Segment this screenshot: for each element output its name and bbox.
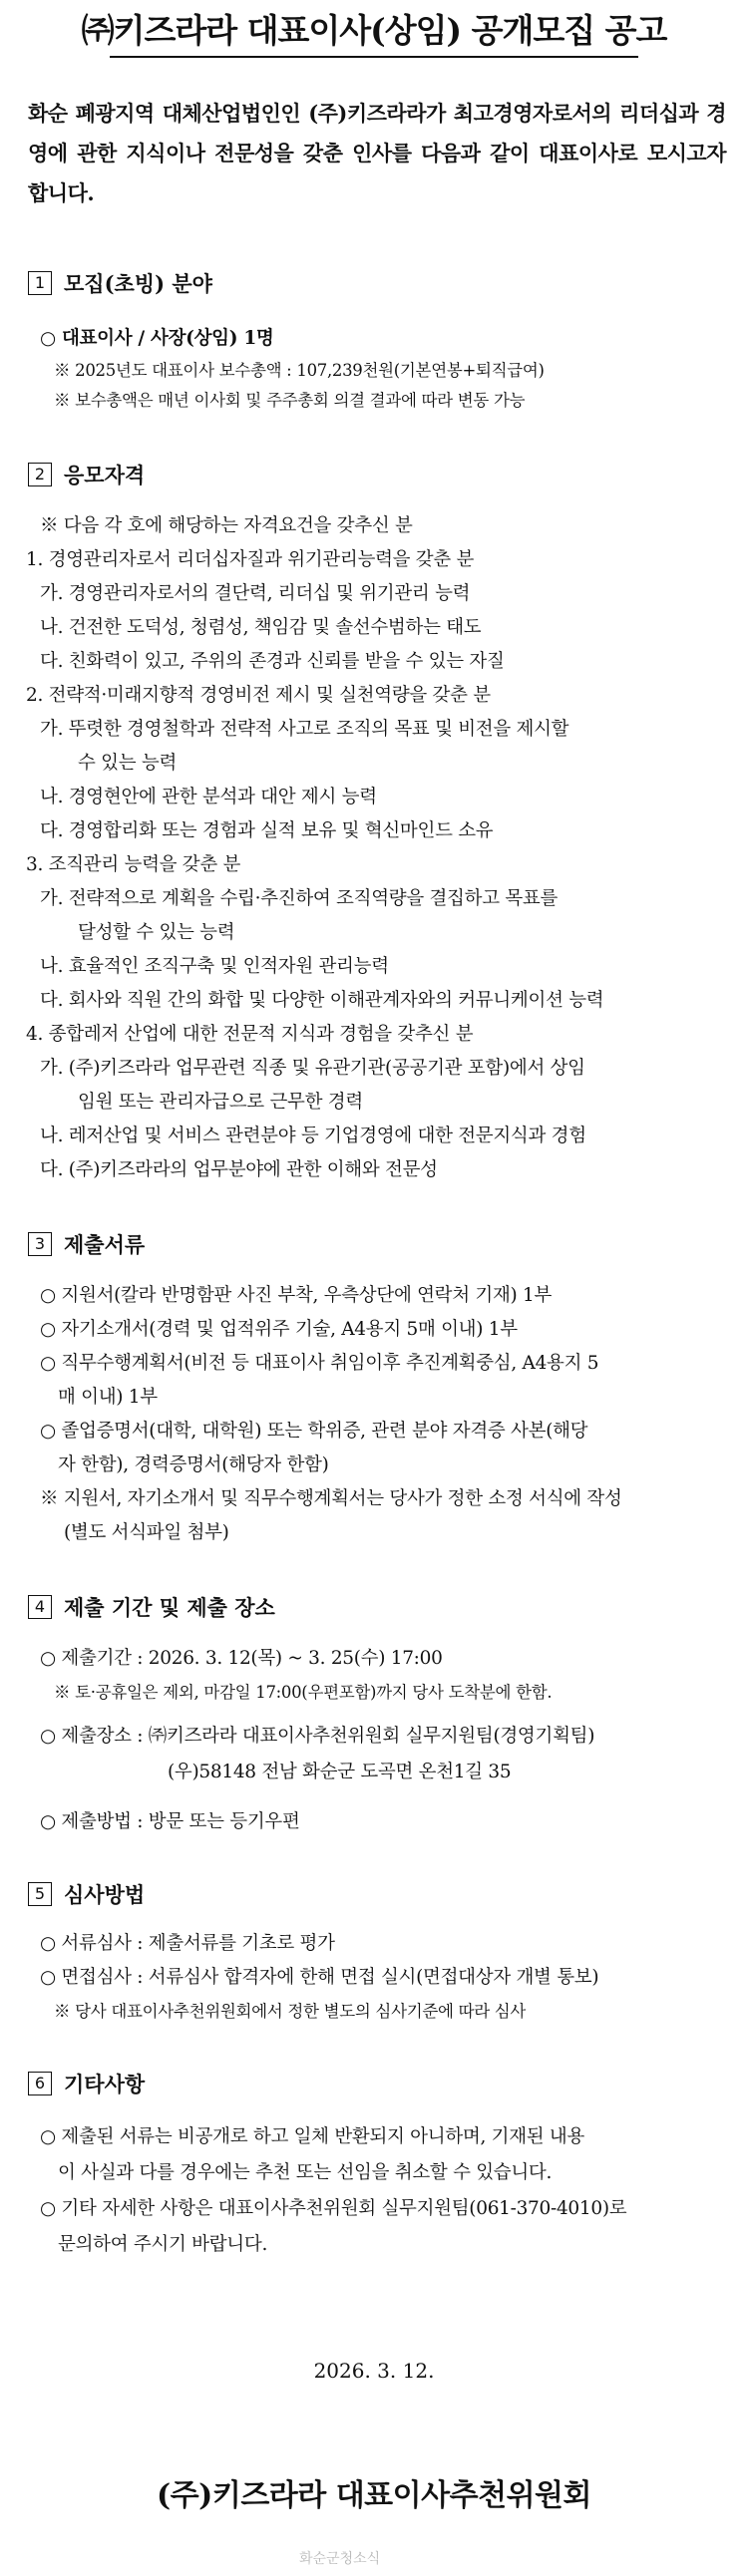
s5-line: ※ 당사 대표이사추천위원회에서 정한 별도의 심사기준에 따라 심사 bbox=[54, 2002, 527, 2021]
s4-line: ※ 토·공휴일은 제외, 마감일 17:00(우편포함)까지 당사 도착분에 한함. bbox=[54, 1683, 553, 1702]
s2-line: 나. 레저산업 및 서비스 관련분야 등 기업경영에 대한 전문지식과 경험 bbox=[40, 1126, 586, 1146]
s3-line: 매 이내) 1부 bbox=[58, 1387, 158, 1408]
watermark: 화순군청소식 bbox=[299, 2551, 381, 2567]
s4-line: ○ 제출장소 : ㈜키즈라라 대표이사추천위원회 실무지원팀(경영기획팀) bbox=[40, 1726, 595, 1747]
section-4-number: 4 bbox=[28, 1595, 52, 1619]
s4-line: ○ 제출기간 : 2026. 3. 12(목) ~ 3. 25(수) 17:00 bbox=[40, 1648, 443, 1669]
section-3-title: 제출서류 bbox=[64, 1232, 146, 1257]
s2-line: 다. 경영합리화 또는 경험과 실적 보유 및 혁신마인드 소유 bbox=[40, 820, 494, 841]
s4-line: (우)58148 전남 화순군 도곡면 온천1길 35 bbox=[168, 1762, 512, 1782]
s2-line: 다. 친화력이 있고, 주위의 존경과 신뢰를 받을 수 있는 자질 bbox=[40, 651, 505, 672]
issuing-organization: (주)키즈라라 대표이사추천위원회 bbox=[156, 2478, 592, 2513]
section-2-number: 2 bbox=[28, 463, 52, 486]
s2-line: 달성할 수 있는 능력 bbox=[78, 922, 235, 943]
section-2-title: 응모자격 bbox=[64, 463, 146, 487]
s5-line: ○ 면접심사 : 서류심사 합격자에 한해 면접 실시(면접대상자 개별 통보) bbox=[40, 1967, 599, 1988]
s3-line: ※ 지원서, 자기소개서 및 직무수행계획서는 당사가 정한 소정 서식에 작성 bbox=[40, 1488, 622, 1509]
s2-line: 1. 경영관리자로서 리더십자질과 위기관리능력을 갖춘 분 bbox=[26, 549, 475, 570]
section-5-number: 5 bbox=[28, 1882, 52, 1906]
s2-line: 나. 건전한 도덕성, 청렴성, 책임감 및 솔선수범하는 태도 bbox=[40, 617, 482, 638]
section-1-heading bbox=[28, 267, 212, 299]
s6-line: 문의하여 주시기 바랍니다. bbox=[58, 2234, 268, 2255]
s4-line: ○ 제출방법 : 방문 또는 등기우편 bbox=[40, 1811, 300, 1832]
section-2-heading bbox=[28, 459, 145, 490]
section-4-heading bbox=[28, 1591, 275, 1623]
s2-line: 가. 뚜렷한 경영철학과 전략적 사고로 조직의 목표 및 비전을 제시할 bbox=[40, 719, 569, 740]
s3-line: (별도 서식파일 첨부) bbox=[64, 1522, 229, 1543]
title-rule bbox=[110, 56, 638, 58]
section-6-heading bbox=[28, 2068, 145, 2099]
section-1-number: 1 bbox=[28, 271, 52, 295]
s2-line: 가. 경영관리자로서의 결단력, 리더십 및 위기관리 능력 bbox=[40, 583, 471, 604]
s2-line: 가. (주)키즈라라 업무관련 직종 및 유관기관(공공기관 포함)에서 상임 bbox=[40, 1058, 585, 1079]
s3-line: 자 한함), 경력증명서(해당자 한함) bbox=[58, 1454, 329, 1475]
s2-line: 4. 종합레저 산업에 대한 전문적 지식과 경험을 갖추신 분 bbox=[26, 1024, 474, 1045]
s3-line: ○ 자기소개서(경력 및 업적위주 기술, A4용지 5매 이내) 1부 bbox=[40, 1319, 518, 1340]
s1-line: ※ 보수총액은 매년 이사회 및 주주총회 의결 결과에 따라 변동 가능 bbox=[54, 391, 526, 410]
s2-line: 수 있는 능력 bbox=[78, 753, 178, 774]
s2-line: 2. 전략적·미래지향적 경영비전 제시 및 실천역량을 갖춘 분 bbox=[26, 685, 491, 706]
s2-line: 가. 전략적으로 계획을 수립·추진하여 조직역량을 결집하고 목표를 bbox=[40, 888, 559, 909]
section-3-number: 3 bbox=[28, 1232, 52, 1256]
s1-line: ○ 대표이사 / 사장(상임) 1명 bbox=[40, 328, 274, 349]
section-6-title: 기타사항 bbox=[64, 2072, 146, 2096]
s2-line: 다. 회사와 직원 간의 화합 및 다양한 이해관계자와의 커뮤니케이션 능력 bbox=[40, 990, 604, 1011]
s6-line: 이 사실과 다를 경우에는 추천 또는 선임을 취소할 수 있습니다. bbox=[58, 2162, 553, 2183]
s2-line: 임원 또는 관리자급으로 근무한 경력 bbox=[78, 1092, 363, 1113]
s2-line: 다. (주)키즈라라의 업무분야에 관한 이해와 전문성 bbox=[40, 1159, 438, 1180]
s6-line: ○ 기타 자세한 사항은 대표이사추천위원회 실무지원팀(061-370-4010)로 bbox=[40, 2198, 627, 2219]
s3-line: ○ 직무수행계획서(비전 등 대표이사 취임이후 추진계획중심, A4용지 5 bbox=[40, 1353, 599, 1374]
section-3-heading bbox=[28, 1228, 145, 1260]
s5-line: ○ 서류심사 : 제출서류를 기초로 평가 bbox=[40, 1933, 335, 1954]
s3-line: ○ 졸업증명서(대학, 대학원) 또는 학위증, 관련 분야 자격증 사본(해당 bbox=[40, 1421, 588, 1442]
section-5-title: 심사방법 bbox=[64, 1882, 146, 1907]
notice-date: 2026. 3. 12. bbox=[313, 2359, 435, 2383]
s6-line: ○ 제출된 서류는 비공개로 하고 일체 반환되지 아니하며, 기재된 내용 bbox=[40, 2126, 585, 2147]
page-title: ㈜키즈라라 대표이사(상임) 공개모집 공고 bbox=[81, 11, 667, 50]
s3-line: ○ 지원서(칼라 반명함판 사진 부착, 우측상단에 연락처 기재) 1부 bbox=[40, 1285, 553, 1306]
s1-line: ※ 2025년도 대표이사 보수총액 : 107,239천원(기본연봉+퇴직급여) bbox=[54, 361, 545, 380]
section-5-heading bbox=[28, 1878, 145, 1910]
s2-line: 3. 조직관리 능력을 갖춘 분 bbox=[26, 854, 241, 875]
section-6-number: 6 bbox=[28, 2072, 52, 2095]
s2-line: 나. 경영현안에 관한 분석과 대안 제시 능력 bbox=[40, 787, 377, 807]
section-4-title: 제출 기간 및 제출 장소 bbox=[64, 1595, 275, 1620]
s2-line: 나. 효율적인 조직구축 및 인적자원 관리능력 bbox=[40, 956, 389, 977]
section-1-title: 모집(초빙) 분야 bbox=[64, 271, 212, 296]
intro-paragraph: 화순 폐광지역 대체산업법인인 (주)키즈라라가 최고경영자로서의 리더십과 경영에 관한 지식이나 전문성을 갖춘 인사를 다음과 같이 대표이사로 모시고자 합니다. bbox=[28, 101, 726, 205]
s2-line: ※ 다음 각 호에 해당하는 자격요건을 갖추신 분 bbox=[40, 515, 413, 536]
